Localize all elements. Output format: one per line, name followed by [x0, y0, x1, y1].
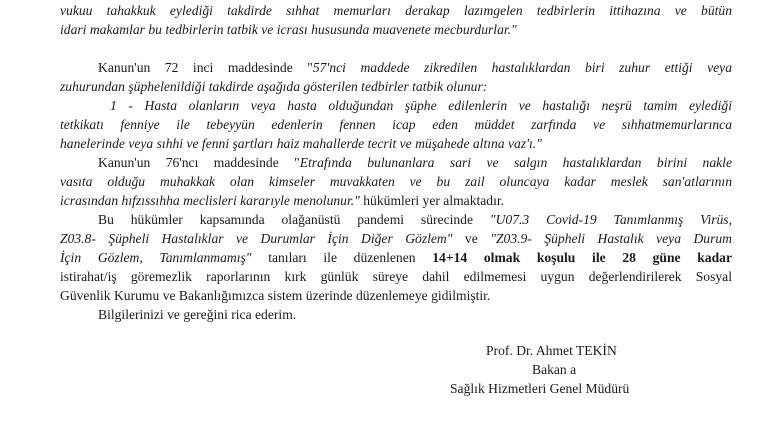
p4-diagnosis-z039-start: "Z03.9- Şüpheli Hastalık veya Durum	[490, 231, 732, 246]
p4-mid-text: tanıları ile düzenlenen	[251, 250, 433, 265]
p3-quote-start: Etrafında bulunanlara sari ve salgın hastalıklardan birini nakle	[299, 155, 732, 170]
p4-lead-text: Bu hükümler kapsamında olağanüstü pandemi sürecinde	[98, 212, 490, 227]
paragraph-2-line-2: zuhurundan şüphelenildiği takdirde aşağıda gösterilen tedbirler tatbik olunur:	[60, 79, 488, 94]
signatory-name: Prof. Dr. Ahmet TEKİN	[486, 343, 617, 358]
p4-diagnosis-u073: "U07.3 Covid-19 Tanımlanmış Virüs,	[489, 212, 732, 227]
paragraph-2-line-3: 1 - Hasta olanların veya hasta olduğundan şüphe edilenlerin ve hastalığı neşrü tamim eylediği	[110, 98, 732, 113]
p4-conjunction: ve	[452, 231, 491, 246]
paragraph-4-line-3	[60, 250, 732, 266]
p2-lead-text: Kanun'un 72 inci maddesinde "	[98, 60, 313, 75]
p4-bold-duration: 14+14 olmak koşulu ile 28 güne kadar	[432, 250, 732, 265]
paragraph-2-line-4: tetkikatı fenniye ile tebeyyün edenlerin fennen icap eden müddet zarfında ve sıhhatmemurlarınca	[60, 117, 732, 132]
closing-line: Bilgilerinizi ve gereğini rica ederim.	[98, 307, 297, 322]
p3-tail-text: hükümleri yer almaktadır.	[359, 193, 505, 208]
paragraph-3-line-3	[60, 193, 504, 209]
p2-quote-start: 57'nci maddede zikredilen hastalıklardan biri zuhur ettiği veya	[312, 60, 732, 75]
paragraph-2-line-1	[98, 60, 732, 76]
p3-lead-text: Kanun'un 76'ncı maddesinde "	[98, 155, 300, 170]
paragraph-1-line-1: vukuu tahakkuk eylediği takdirde sıhhat memurları derakap lazımgelen tedbirlerin ittihazına ve bütün	[60, 3, 732, 18]
paragraph-3-line-2: vasıta olduğu muhakkak olan kimseler muvakkaten ve bu zail oluncaya kadar meslek san'atlarının	[60, 174, 732, 189]
p4-diagnosis-z039-end: İçin Gözlem, Tanımlanmamış"	[60, 250, 252, 265]
p4-diagnosis-z038: Z03.8- Şüpheli Hastalıklar ve Durumlar İçin Diğer Gözlem"	[60, 231, 453, 246]
paragraph-3-line-1	[98, 155, 732, 171]
paragraph-4-line-2	[60, 231, 732, 247]
signatory-role: Bakan a	[532, 362, 577, 377]
p3-quote-end: icrasından hıfzıssıhha meclisleri kararıyle menolunur."	[60, 193, 360, 208]
paragraph-1-line-2: idari makamlar bu tedbirlerin tatbik ve icrası hususunda muavenete mecburdurlar."	[60, 22, 517, 37]
paragraph-2-line-5: hanelerinde veya sıhhi ve fenni şartları haiz mahallerde tecrit ve müşahede altına vaz'ı."	[60, 136, 542, 151]
paragraph-4-line-4: istirahat/iş göremezlik raporlarının kırk günlük süreye dahil edilmemesi uygun değerlendirilerek Sosyal	[60, 269, 732, 284]
paragraph-4-line-5: Güvenlik Kurumu ve Bakanlığımızca sistem üzerinde düzenlemeye gidilmiştir.	[60, 288, 491, 303]
paragraph-4-line-1	[98, 212, 732, 228]
signatory-department: Sağlık Hizmetleri Genel Müdürü	[450, 381, 630, 396]
